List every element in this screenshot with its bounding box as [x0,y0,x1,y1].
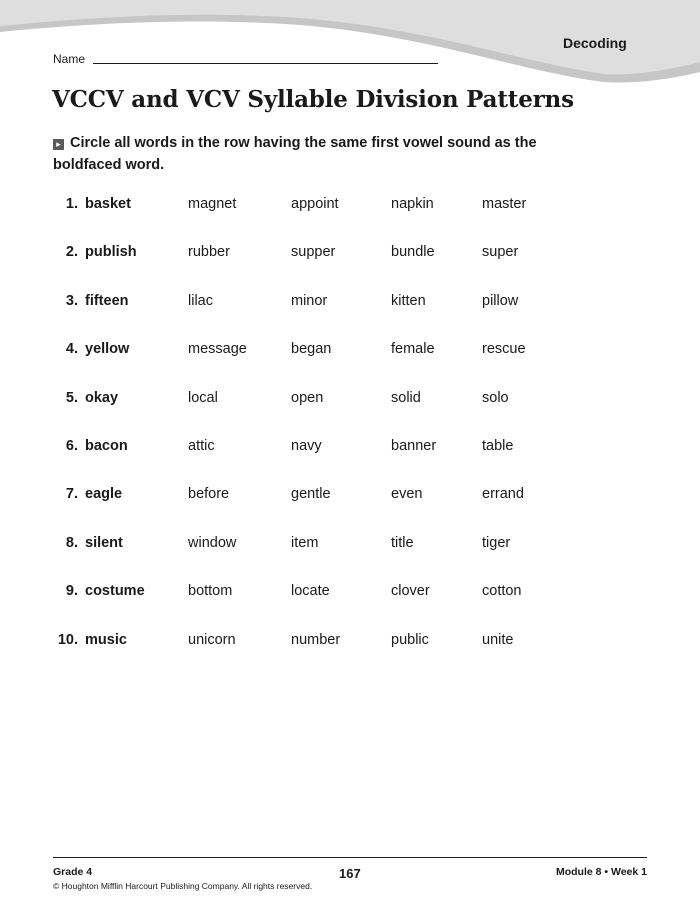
choice-word[interactable]: supper [291,244,336,261]
page-number: 167 [339,866,361,881]
footer-module: Module 8 • Week 1 [555,866,647,878]
row-number: 10. [57,631,78,648]
target-word: basket [85,196,131,212]
choice-word[interactable]: unite [482,631,514,648]
choice-word[interactable]: rubber [188,244,230,261]
choice-word[interactable]: kitten [391,292,426,309]
name-row [53,52,438,66]
section-tag: Decoding [563,35,627,51]
choice-word[interactable]: master [482,196,527,212]
arrow-right-icon: ▸ [53,139,64,150]
choice-word[interactable]: magnet [188,196,237,212]
word-row-1 [0,194,700,242]
row-number: 8. [65,534,78,551]
choice-word[interactable]: minor [291,292,328,309]
choice-word[interactable]: public [391,631,429,648]
target-word: costume [85,583,145,600]
word-row-3 [0,291,700,339]
instructions-text: Circle all words in the row having the same first vowel sound as the boldfaced word. [53,135,537,173]
name-label: Name [53,52,86,66]
choice-word[interactable]: pillow [482,292,519,309]
choice-word[interactable]: item [291,534,319,551]
choice-word[interactable]: began [291,341,332,358]
choice-word[interactable]: super [482,244,519,261]
choice-word[interactable]: number [291,631,341,648]
choice-word[interactable]: navy [291,437,322,454]
row-number: 9. [65,583,78,600]
target-word: publish [85,244,137,261]
choice-word[interactable]: rescue [482,341,526,358]
choice-word[interactable]: errand [482,486,524,503]
choice-word[interactable]: bottom [188,583,233,600]
choice-word[interactable]: locate [291,583,330,600]
choice-word[interactable]: unicorn [188,631,236,648]
word-row-5 [0,388,700,436]
page-title: VCCV and VCV Syllable Division Patterns [52,86,574,113]
target-word: music [85,631,127,648]
footer-grade: Grade 4 [53,866,93,878]
word-row-8 [0,533,700,581]
choice-word[interactable]: window [188,534,237,551]
choice-word[interactable]: solid [391,389,421,406]
row-number: 5. [65,389,78,406]
choice-word[interactable]: before [188,486,230,503]
choice-word[interactable]: local [188,389,218,406]
word-row-10 [0,630,700,678]
choice-word[interactable]: tiger [482,534,511,551]
choice-word[interactable]: open [291,389,324,406]
target-word: silent [85,534,123,551]
choice-word[interactable]: even [391,486,423,503]
target-word: yellow [85,341,130,358]
row-number: 1. [65,196,78,212]
copyright-notice: © Houghton Mifflin Harcourt Publishing Company. All rights reserved. [53,881,313,891]
target-word: fifteen [85,292,129,309]
word-rows [0,194,700,678]
word-row-2 [0,242,700,290]
name-line[interactable] [93,63,438,64]
target-word: eagle [85,486,123,503]
row-number: 7. [65,486,78,503]
choice-word[interactable]: cotton [482,583,522,600]
choice-word[interactable]: bundle [391,244,435,261]
choice-word[interactable]: message [188,341,247,358]
choice-word[interactable]: appoint [291,196,339,212]
choice-word[interactable]: napkin [391,196,434,212]
instructions [53,132,573,176]
word-row-7 [0,484,700,532]
target-word: okay [85,389,119,406]
choice-word[interactable]: table [482,437,514,454]
choice-word[interactable]: female [391,341,435,358]
choice-word[interactable]: clover [391,583,430,600]
row-number: 6. [65,437,78,454]
word-row-6 [0,436,700,484]
target-word: bacon [85,437,128,454]
row-number: 2. [65,244,78,261]
word-row-9 [0,581,700,629]
row-number: 3. [65,292,78,309]
choice-word[interactable]: gentle [291,486,331,503]
choice-word[interactable]: attic [188,437,215,454]
choice-word[interactable]: title [391,534,414,551]
choice-word[interactable]: banner [391,437,437,454]
row-number: 4. [65,341,78,358]
word-row-4 [0,339,700,387]
choice-word[interactable]: solo [482,389,509,406]
choice-word[interactable]: lilac [188,292,213,309]
footer-divider [53,857,647,858]
